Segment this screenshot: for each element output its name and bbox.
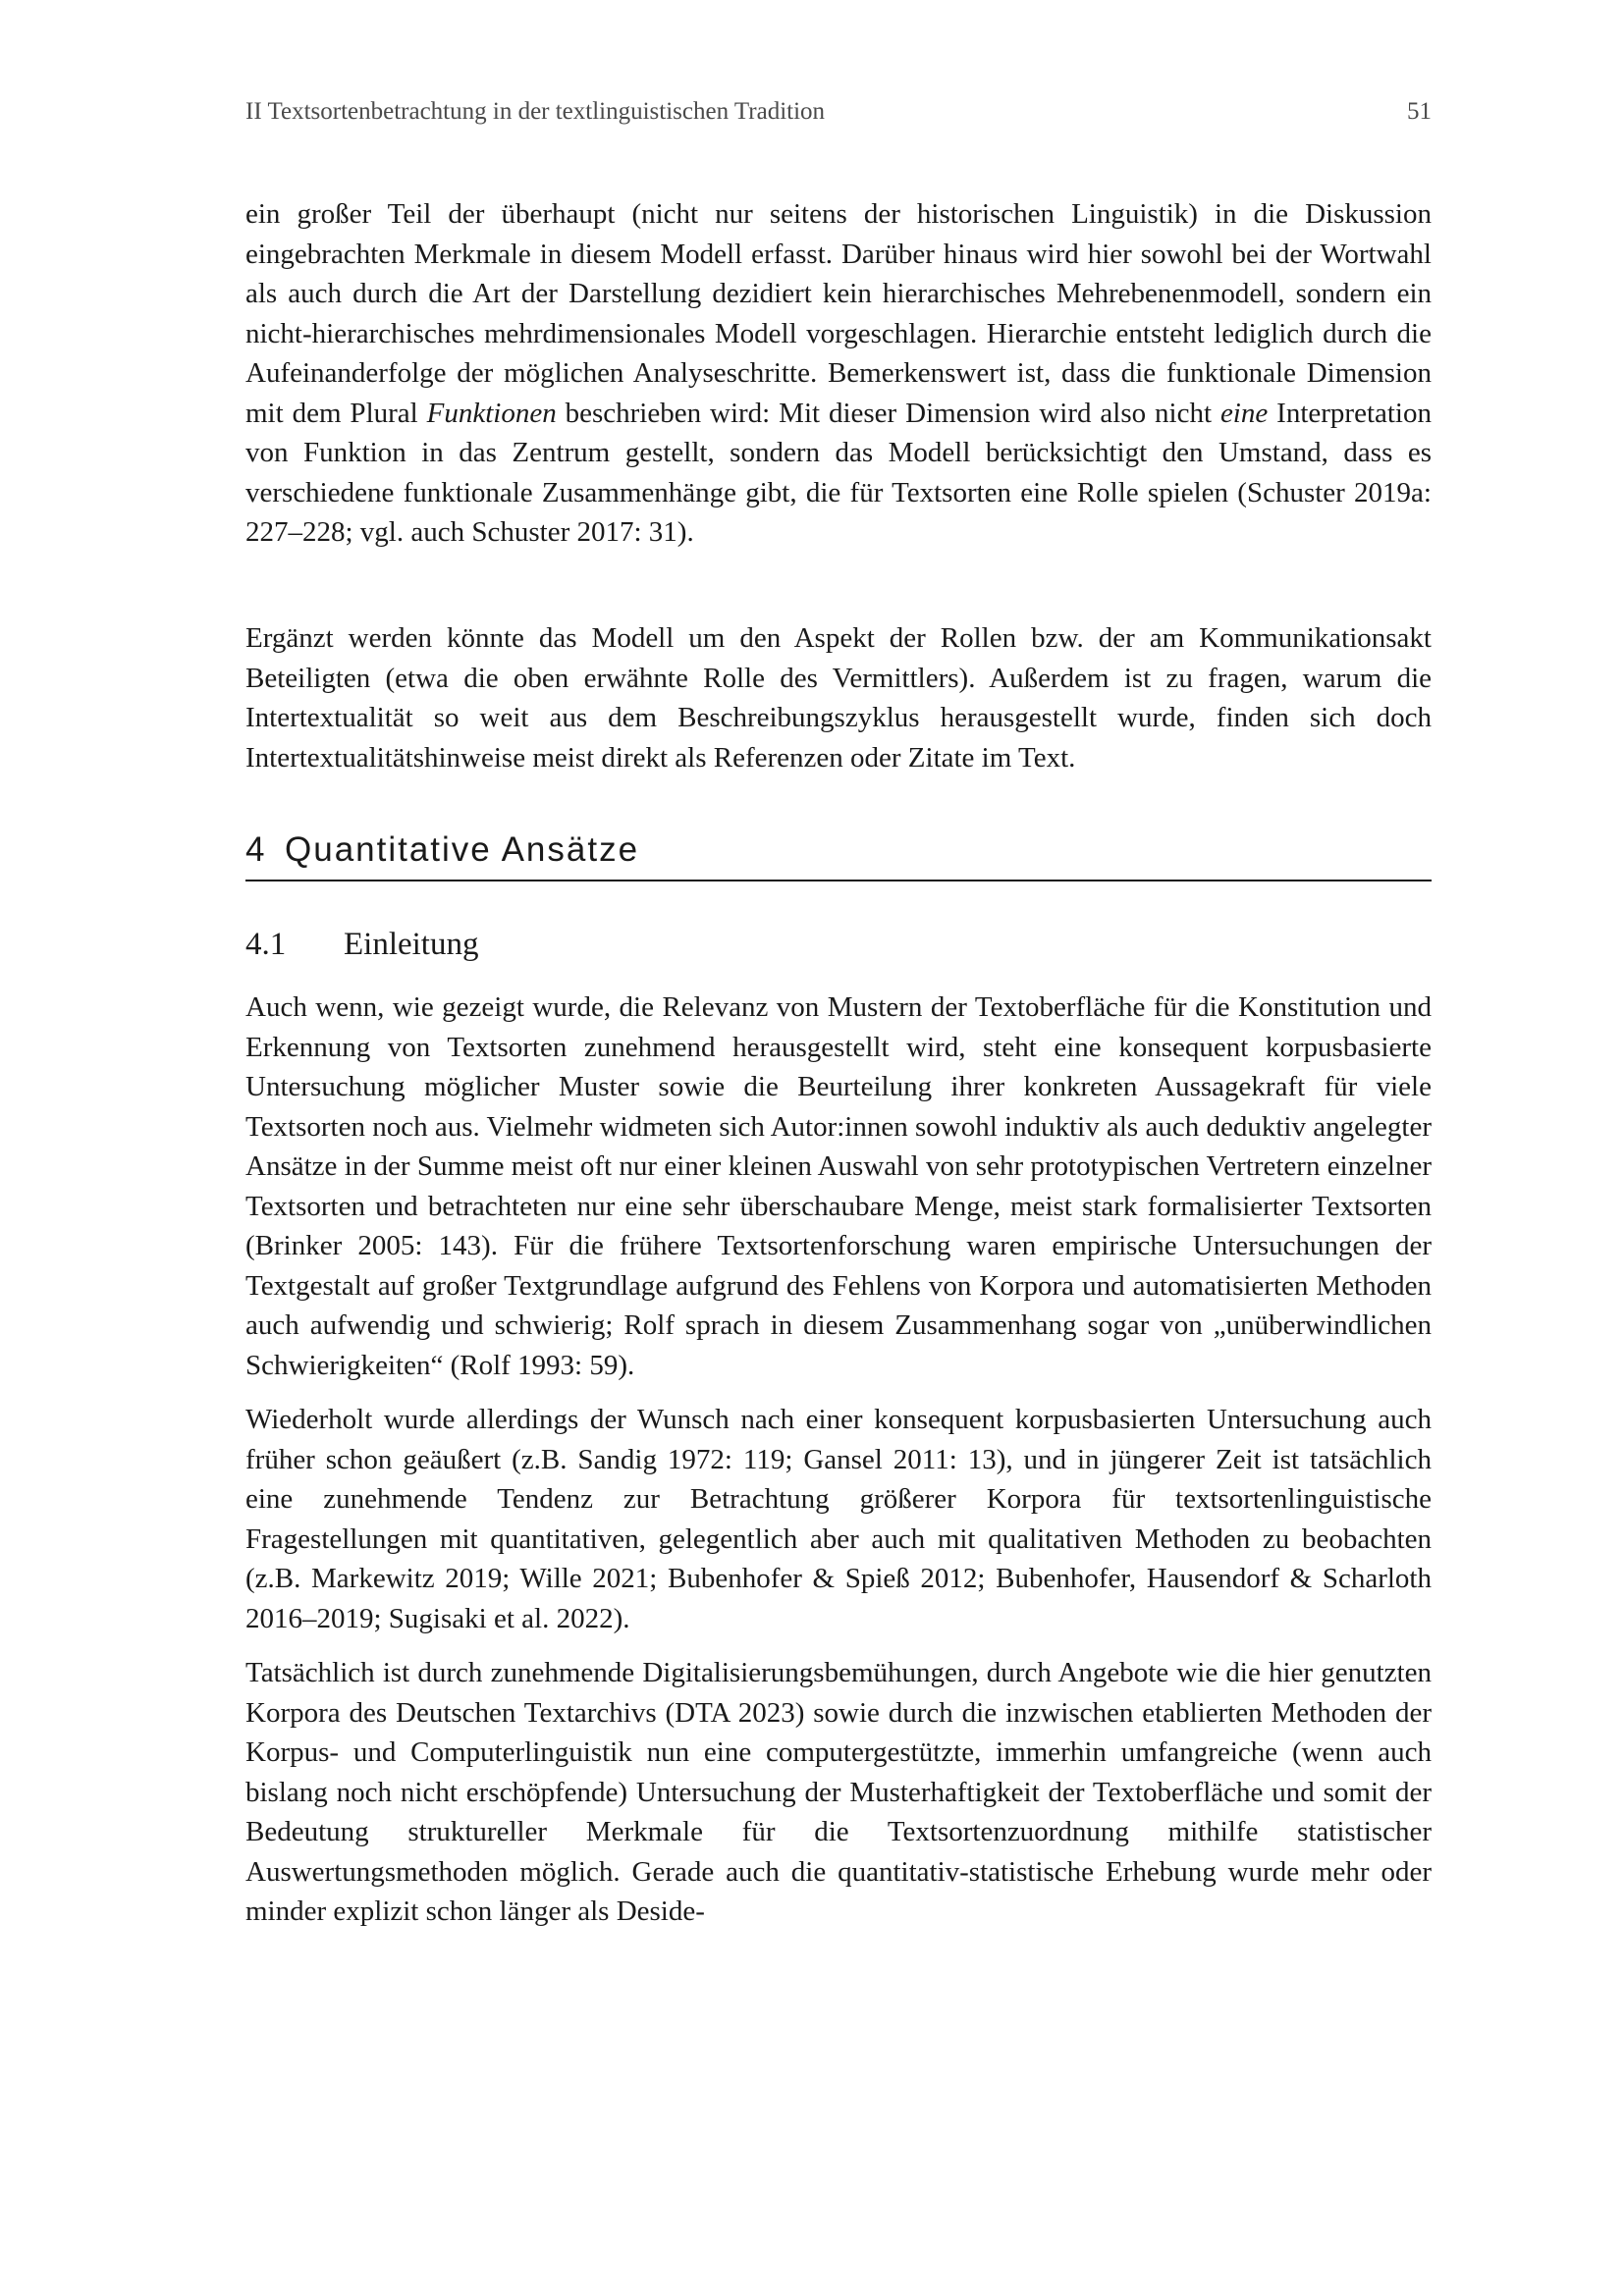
running-header xyxy=(245,98,1432,126)
body-paragraph: Tatsächlich ist durch zunehmende Digitalisierungsbemühungen, durch Angebote wie die hier genutzten Korpora des Deutschen Textarchivs (DTA 2023) sowie durch die inzwischen etablierten Methoden der Korpus- und Computerlinguistik nun eine computergestützte, immerhin umfangreiche (wenn auch bislang noch nicht erschöpfende) Untersuchung der Musterhaftigkeit der Textoberfläche und somit der Bedeutung struktureller Merkmale für die Textsortenzuordnung mithilfe statistischer Auswertungsmethoden möglich. Gerade auch die quantitativ-statistische Erhebung wurde mehr oder minder explizit schon länger als Deside- xyxy=(245,1657,1432,1927)
intro-text xyxy=(245,194,1432,553)
italic-term-funktionen: Funktionen xyxy=(426,397,557,429)
chapter-heading xyxy=(245,830,1432,881)
body-paragraph: Wiederholt wurde allerdings der Wunsch nach einer konsequent korpusbasierten Untersuchung auch früher schon geäußert (z.B. Sandig 1972: 119; Gansel 2011: 13), und in jüngerer Zeit ist tatsächlich eine zunehmende Tendenz zur Betrachtung größerer Korpora für textsortenlinguistische Fragestellungen mit quantitativen, gelegentlich aber auch mit qualitativen Methoden zu beobachten (z.B. Markewitz 2019; Wille 2021; Bubenhofer & Spieß 2012; Bubenhofer, Hausendorf & Scharloth 2016–2019; Sugisaki et al. 2022). xyxy=(245,1404,1432,1634)
text-segment: beschrieben wird: Mit dieser Dimension wird also nicht xyxy=(556,397,1220,429)
section-title: Einleitung xyxy=(344,927,479,962)
body-paragraph: Auch wenn, wie gezeigt wurde, die Relevanz von Mustern der Textoberfläche für die Konstitution und Erkennung von Textsorten zunehmend herausgestellt wird, steht eine konsequent korpusbasierte Untersuchung möglicher Muster sowie die Beurteilung ihrer konkreten Aussagekraft für viele Textsorten noch aus. Vielmehr widmeten sich Autor:innen sowohl induktiv als auch deduktiv angelegter Ansätze in der Summe meist oft nur einer kleinen Auswahl von sehr prototypischen Vertretern einzelner Textsorten und betrachteten nur eine sehr überschaubare Menge, meist stark formalisierter Textsorten (Brinker 2005: 143). Für die frühere Textsortenforschung waren empirische Untersuchungen der Textgestalt auf großer Textgrundlage aufgrund des Fehlens von Korpora und automatisierten Methoden auch aufwendig und schwierig; Rolf sprach in diesem Zusammenhang sogar von „unüberwindlichen Schwierigkeiten“ (Rolf 1993: 59). xyxy=(245,991,1432,1381)
intro-text-2 xyxy=(245,618,1432,777)
section-number: 4.1 xyxy=(245,927,287,962)
chapter-number: 4 xyxy=(245,830,267,869)
paragraph-continuation xyxy=(245,194,1432,553)
paragraph-ergaenzt: Ergänzt werden könnte das Modell um den Aspekt der Rollen bzw. der am Kommunikationsakt Beteiligten (etwa die oben erwähnte Rolle des Vermittlers). Außerdem ist zu fragen, warum die Intertextualität so weit aus dem Beschreibungszyklus herausgestellt wurde, finden sich doch Intertextualitätshinweise meist direkt als Referenzen oder Zitate im Text. xyxy=(245,622,1432,774)
chapter-title: Quantitative Ansätze xyxy=(285,830,640,869)
italic-term-eine: eine xyxy=(1219,397,1269,429)
running-title: II Textsortenbetrachtung in der textlinguistischen Tradition xyxy=(245,98,826,125)
text-segment: Interpretation von Funktion in das Zentrum gestellt, sondern das Modell berücksichtigt den Umstand, dass es verschiedene funktionale Zusammenhänge gibt, die für Textsorten eine Rolle spielen (Schuster 2019a: 227–228; vgl. auch Schuster 2017: 31). xyxy=(245,397,1432,548)
page-number: 51 xyxy=(1407,98,1432,125)
section-heading xyxy=(245,927,478,963)
section-body xyxy=(245,988,1432,1932)
text-segment: ein großer Teil der überhaupt (nicht nur seitens der historischen Linguistik) in die Diskussion eingebrachten Merkmale in diesem Modell erfasst. Darüber hinaus wird hier sowohl bei der Wortwahl als auch durch die Art der Darstellung dezidiert kein hierarchisches Mehrebenenmodell, sondern ein nicht-hierarchisches mehrdimensionales Modell vorgeschlagen. Hierarchie entsteht lediglich durch die Aufeinanderfolge der möglichen Analyseschritte. Bemerkenswert ist, dass die funktionale Dimension mit dem Plural xyxy=(245,198,1432,429)
